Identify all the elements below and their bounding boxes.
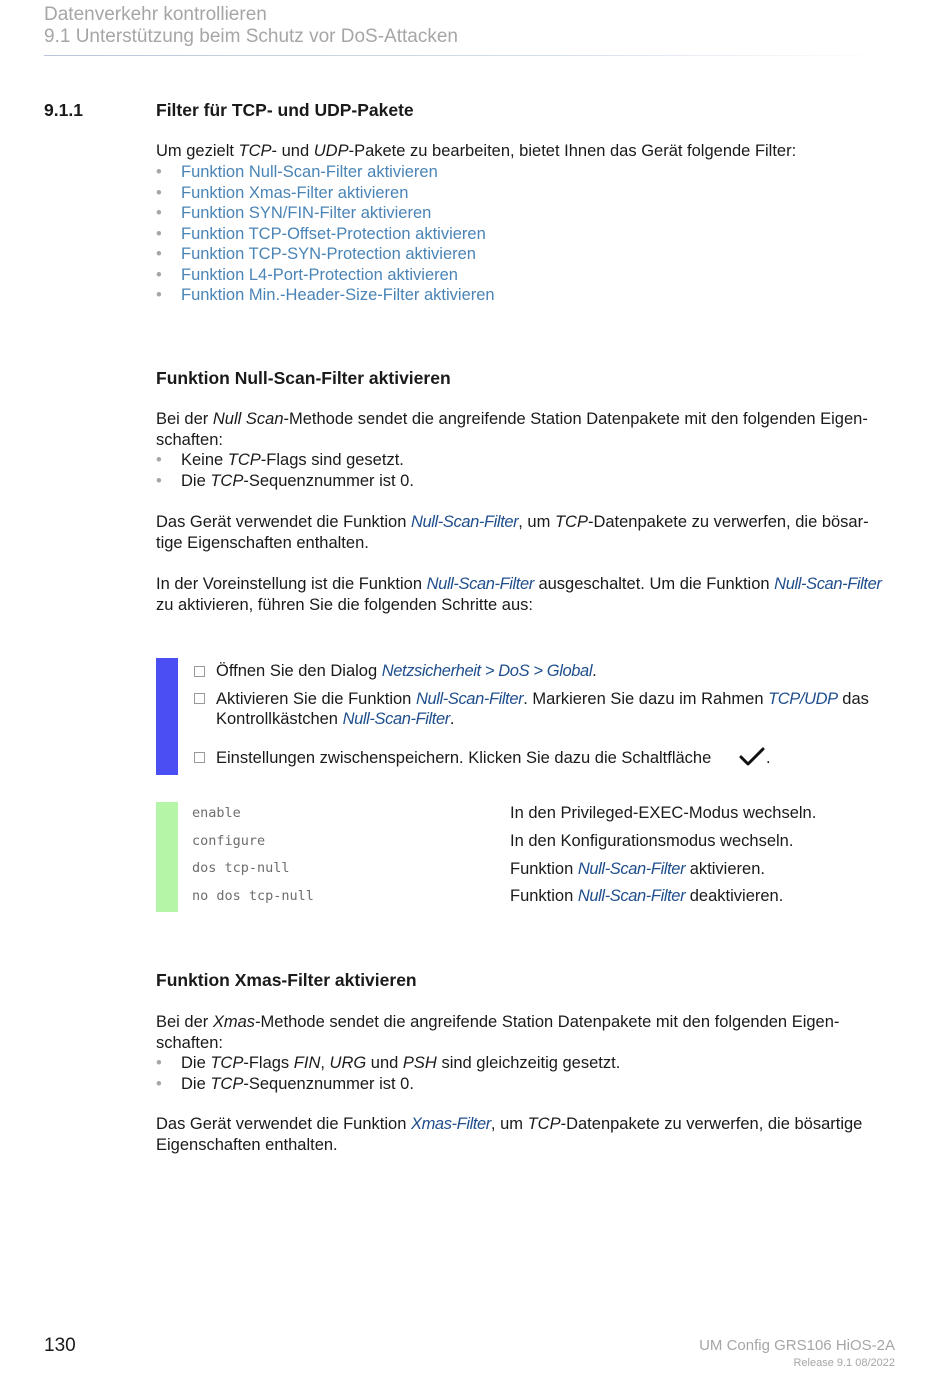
paragraph-line: Das Gerät verwendet die Funktion Null-Scan-Filter, um TCP-Datenpakete zu verwerfen, die bösar- <box>156 513 869 531</box>
list-item: • Keine TCP-Flags sind gesetzt. <box>156 451 404 469</box>
bullet: • <box>156 265 162 284</box>
bullet: • <box>156 224 162 243</box>
cli-command: dos tcp-null <box>192 860 290 876</box>
footer-release: Release 9.1 08/2022 <box>793 1357 895 1369</box>
list-item <box>156 265 756 286</box>
paragraph-line: zu aktivieren, führen Sie die folgenden Schritte aus: <box>156 595 533 614</box>
link-tcp-offset-protection[interactable]: Funktion TCP-Offset-Protection aktivieren <box>181 224 486 243</box>
cli-marker-bar <box>156 802 178 912</box>
paragraph-line: Eigenschaften enthalten. <box>156 1135 338 1154</box>
cli-description: In den Konfigurationsmodus wechseln. <box>510 832 794 850</box>
bullet: • <box>156 163 162 181</box>
list-item <box>156 162 756 183</box>
subsection-title-xmas: Funktion Xmas-Filter aktivieren <box>156 970 417 990</box>
link-l4-port-protection[interactable]: Funktion L4-Port-Protection aktivieren <box>181 265 458 284</box>
link-min-header-size-filter[interactable]: Funktion Min.-Header-Size-Filter aktivieren <box>181 286 495 304</box>
step-1-text: Öffnen Sie den Dialog Netzsicherheit > DoS > Global. <box>216 662 597 680</box>
ref-null-scan-filter: Null-Scan-Filter <box>426 575 534 593</box>
ref-null-scan-filter: Null-Scan-Filter <box>577 859 686 878</box>
intro-paragraph: Um gezielt TCP- und UDP-Pakete zu bearbeiten, bietet Ihnen das Gerät folgende Filter: <box>156 142 797 160</box>
checkmark-icon <box>738 746 766 768</box>
bullet: • <box>156 183 162 202</box>
cli-description: In den Privileged-EXEC-Modus wechseln. <box>510 804 817 822</box>
ref-tcp-udp-frame: TCP/UDP <box>768 689 838 708</box>
list-item <box>156 285 756 306</box>
link-syn-fin-filter[interactable]: Funktion SYN/FIN-Filter aktivieren <box>181 204 432 222</box>
paragraph-line: Das Gerät verwendet die Funktion Xmas-Filter, um TCP-Datenpakete zu verwerfen, die bösartige <box>156 1115 863 1133</box>
step-2-text-cont: Kontrollkästchen Null-Scan-Filter. <box>216 710 455 728</box>
link-xmas-filter[interactable]: Funktion Xmas-Filter aktivieren <box>181 183 409 202</box>
cli-description: Funktion Null-Scan-Filter deaktivieren. <box>510 887 784 905</box>
step-checkbox[interactable] <box>194 752 205 763</box>
list-item: • Die TCP-Sequenznummer ist 0. <box>156 471 414 490</box>
bullet: • <box>156 245 162 263</box>
bullet: • <box>156 471 162 490</box>
link-tcp-syn-protection[interactable]: Funktion TCP-SYN-Protection aktivieren <box>181 245 476 263</box>
running-header-section: 9.1 Unterstützung beim Schutz vor DoS-Attacken <box>44 26 458 47</box>
list-item <box>156 203 756 224</box>
subsection-title-null-scan: Funktion Null-Scan-Filter aktivieren <box>156 368 451 388</box>
paragraph-line: In der Voreinstellung ist die Funktion Null-Scan-Filter ausgeschaltet. Um die Funktion Null-Scan-Filter <box>156 575 882 593</box>
ref-dialog-path: Netzsicherheit > DoS > Global <box>381 662 593 680</box>
bullet: • <box>156 451 162 469</box>
paragraph-line: tige Eigenschaften enthalten. <box>156 533 369 552</box>
cli-command: no dos tcp-null <box>192 888 314 904</box>
ref-xmas-filter: Xmas-Filter <box>410 1115 491 1133</box>
step-checkbox[interactable] <box>194 693 205 704</box>
filter-link-list <box>156 162 856 312</box>
ref-null-scan-filter: Null-Scan-Filter <box>774 575 882 593</box>
ref-null-scan-filter: Null-Scan-Filter <box>342 710 450 728</box>
paragraph-line: Bei der Null Scan-Methode sendet die angreifende Station Datenpakete mit den folgenden Eigen- <box>156 410 868 428</box>
bullet: • <box>156 1054 162 1072</box>
list-item: • Die TCP-Flags FIN, URG und PSH sind gleichzeitig gesetzt. <box>156 1054 621 1072</box>
paragraph-line: schaften: <box>156 430 223 449</box>
bullet: • <box>156 204 162 222</box>
step-3-text: Einstellungen zwischenspeichern. Klicken Sie dazu die Schaltfläche <box>216 749 712 767</box>
paragraph-line: Bei der Xmas-Methode sendet die angreifende Station Datenpakete mit den folgenden Eigen- <box>156 1013 840 1031</box>
paragraph-line: schaften: <box>156 1033 223 1052</box>
section-number: 9.1.1 <box>44 100 83 120</box>
step-3-period: . <box>766 749 771 767</box>
link-null-scan-filter[interactable]: Funktion Null-Scan-Filter aktivieren <box>181 163 438 181</box>
header-divider <box>44 55 884 56</box>
steps-marker-bar <box>156 658 178 775</box>
list-item <box>156 183 756 204</box>
ref-null-scan-filter: Null-Scan-Filter <box>415 689 524 708</box>
section-title: Filter für TCP- und UDP-Pakete <box>156 100 414 120</box>
cli-description: Funktion Null-Scan-Filter aktivieren. <box>510 859 765 878</box>
list-item <box>156 224 756 245</box>
step-2-text: Aktivieren Sie die Funktion Null-Scan-Filter. Markieren Sie dazu im Rahmen TCP/UDP das <box>216 689 869 708</box>
ref-null-scan-filter: Null-Scan-Filter <box>577 887 686 905</box>
step-checkbox[interactable] <box>194 666 205 677</box>
ref-null-scan-filter: Null-Scan-Filter <box>410 513 519 531</box>
footer-document-id: UM Config GRS106 HiOS-2A <box>699 1337 895 1354</box>
cli-command: enable <box>192 805 241 821</box>
list-item <box>156 244 756 265</box>
list-item: • Die TCP-Sequenznummer ist 0. <box>156 1074 414 1093</box>
running-header-chapter: Datenverkehr kontrollieren <box>44 4 267 25</box>
cli-command: configure <box>192 833 266 849</box>
bullet: • <box>156 286 162 304</box>
page-number: 130 <box>44 1335 76 1356</box>
bullet: • <box>156 1074 162 1093</box>
